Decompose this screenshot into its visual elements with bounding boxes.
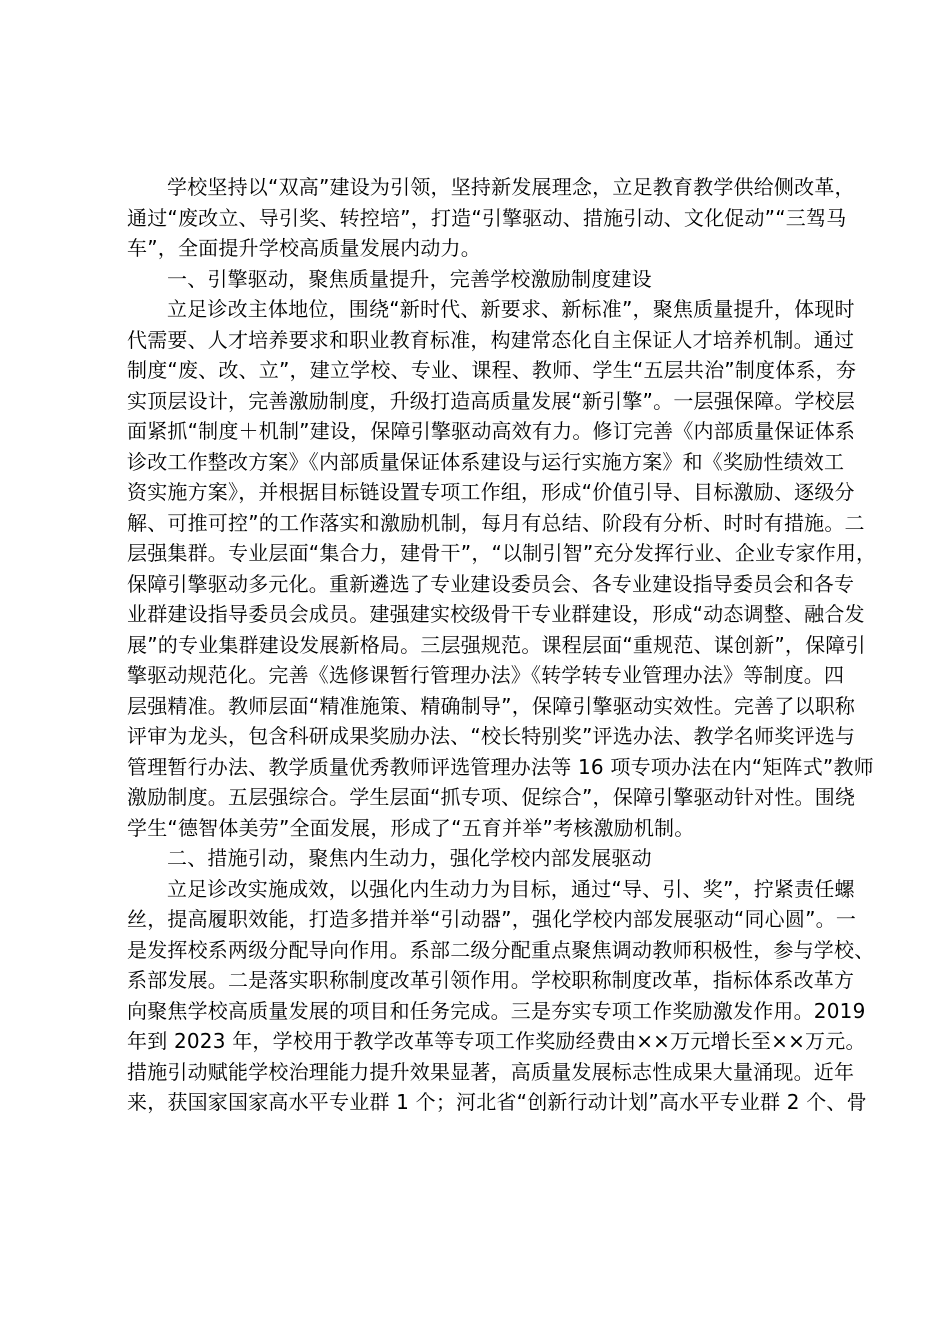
paragraph-line: 业群建设指导委员会成员。建强建实校级骨干专业群建设，形成“动态调整、融合发 bbox=[127, 602, 865, 626]
paragraph-line: 评审为龙头，包含科研成果奖励办法、“校长特别奖”评选办法、教学名师奖评选与 bbox=[127, 724, 856, 748]
paragraph-line: 擎驱动规范化。完善《选修课暂行管理办法》《转学转专业管理办法》等制度。四 bbox=[127, 663, 845, 687]
paragraph-line: 层强精准。教师层面“精准施策、精确制导”，保障引擎驱动实效性。完善了以职称 bbox=[127, 693, 856, 718]
paragraph-line: 实顶层设计，完善激励制度，升级打造高质量发展“新引擎”。一层强保障。学校层 bbox=[127, 388, 856, 413]
paragraph-line: 学生“德智体美劳”全面发展，形成了“五育并举”考核激励机制。 bbox=[127, 815, 695, 840]
paragraph-line: 向聚焦学校高质量发展的项目和任务完成。三是夯实专项工作奖励激发作用。2019 bbox=[127, 998, 866, 1023]
paragraph-line: 资实施方案》，并根据目标链设置专项工作组，形成“价值引导、目标激励、逐级分 bbox=[127, 480, 855, 504]
paragraph-line: 立足诊改主体地位，围绕“新时代、新要求、新标准”，聚焦质量提升，体现时 bbox=[167, 297, 855, 321]
paragraph-line: 面紧抓“制度＋机制”建设，保障引擎驱动高效有力。修订完善《内部质量保证体系 bbox=[127, 419, 856, 443]
paragraph-line: 管理暂行办法、教学质量优秀教师评选管理办法等 16 项专项办法在内“矩阵式”教师 bbox=[127, 754, 874, 779]
paragraph-line: 来，获国家国家高水平专业群 1 个；河北省“创新行动计划”高水平专业群 2 个、骨 bbox=[127, 1090, 867, 1114]
paragraph-line: 保障引擎驱动多元化。重新遴选了专业建设委员会、各专业建设指导委员会和各专 bbox=[127, 571, 855, 596]
paragraph-line: 激励制度。五层强综合。学生层面“抓专项、促综合”，保障引擎驱动针对性。围绕 bbox=[127, 785, 856, 809]
paragraph-intro-line-3: 车”，全面提升学校高质量发展内动力。 bbox=[127, 236, 481, 260]
paragraph-intro-line-2: 通过“废改立、导引奖、转控培”，打造“引擎驱动、措施引动、文化促动”“三驾马 bbox=[127, 205, 847, 230]
paragraph-line: 层强集群。专业层面“集合力，建骨干”，“以制引智”充分发挥行业、企业专家作用， bbox=[127, 541, 877, 565]
paragraph-line: 展”的专业集群建设发展新格局。三层强规范。课程层面“重规范、谋创新”，保障引 bbox=[127, 632, 866, 657]
paragraph-line: 措施引动赋能学校治理能力提升效果显著，高质量发展标志性成果大量涌现。近年 bbox=[127, 1059, 855, 1084]
paragraph-line: 解、可推可控”的工作落实和激励机制，每月有总结、阶段有分析、时时有措施。二 bbox=[127, 510, 865, 535]
paragraph-intro-line-1: 学校坚持以“双高”建设为引领，坚持新发展理念，立足教育教学供给侧改革， bbox=[167, 175, 855, 199]
paragraph-line: 代需要、人才培养要求和职业教育标准，构建常态化自主保证人才培养机制。通过 bbox=[127, 327, 855, 352]
paragraph-line: 是发挥校系两级分配导向作用。系部二级分配重点聚焦调动教师积极性，参与学校、 bbox=[127, 937, 875, 962]
document-body bbox=[127, 172, 877, 1118]
paragraph-line: 诊改工作整改方案》《内部质量保证体系建设与运行实施方案》和《奖励性绩效工 bbox=[127, 449, 845, 474]
paragraph-line: 年到 2023 年，学校用于教学改革等专项工作奖励经费由××万元增长至××万元。 bbox=[127, 1029, 866, 1053]
paragraph-line: 制度“废、改、立”，建立学校、专业、课程、教师、学生“五层共治”制度体系，夯 bbox=[127, 358, 857, 382]
section-heading-2: 二、措施引动，聚焦内生动力，强化学校内部发展驱动 bbox=[167, 846, 652, 870]
paragraph-line: 丝，提高履职效能，打造多措并举“引动器”，强化学校内部发展驱动“同心圆”。一 bbox=[127, 907, 857, 931]
paragraph-line: 系部发展。二是落实职称制度改革引领作用。学校职称制度改革，指标体系改革方 bbox=[127, 968, 855, 992]
section-heading-1: 一、引擎驱动，聚焦质量提升，完善学校激励制度建设 bbox=[167, 266, 652, 291]
paragraph-line: 立足诊改实施成效，以强化内生动力为目标，通过“导、引、奖”，拧紧责任螺 bbox=[167, 876, 855, 901]
